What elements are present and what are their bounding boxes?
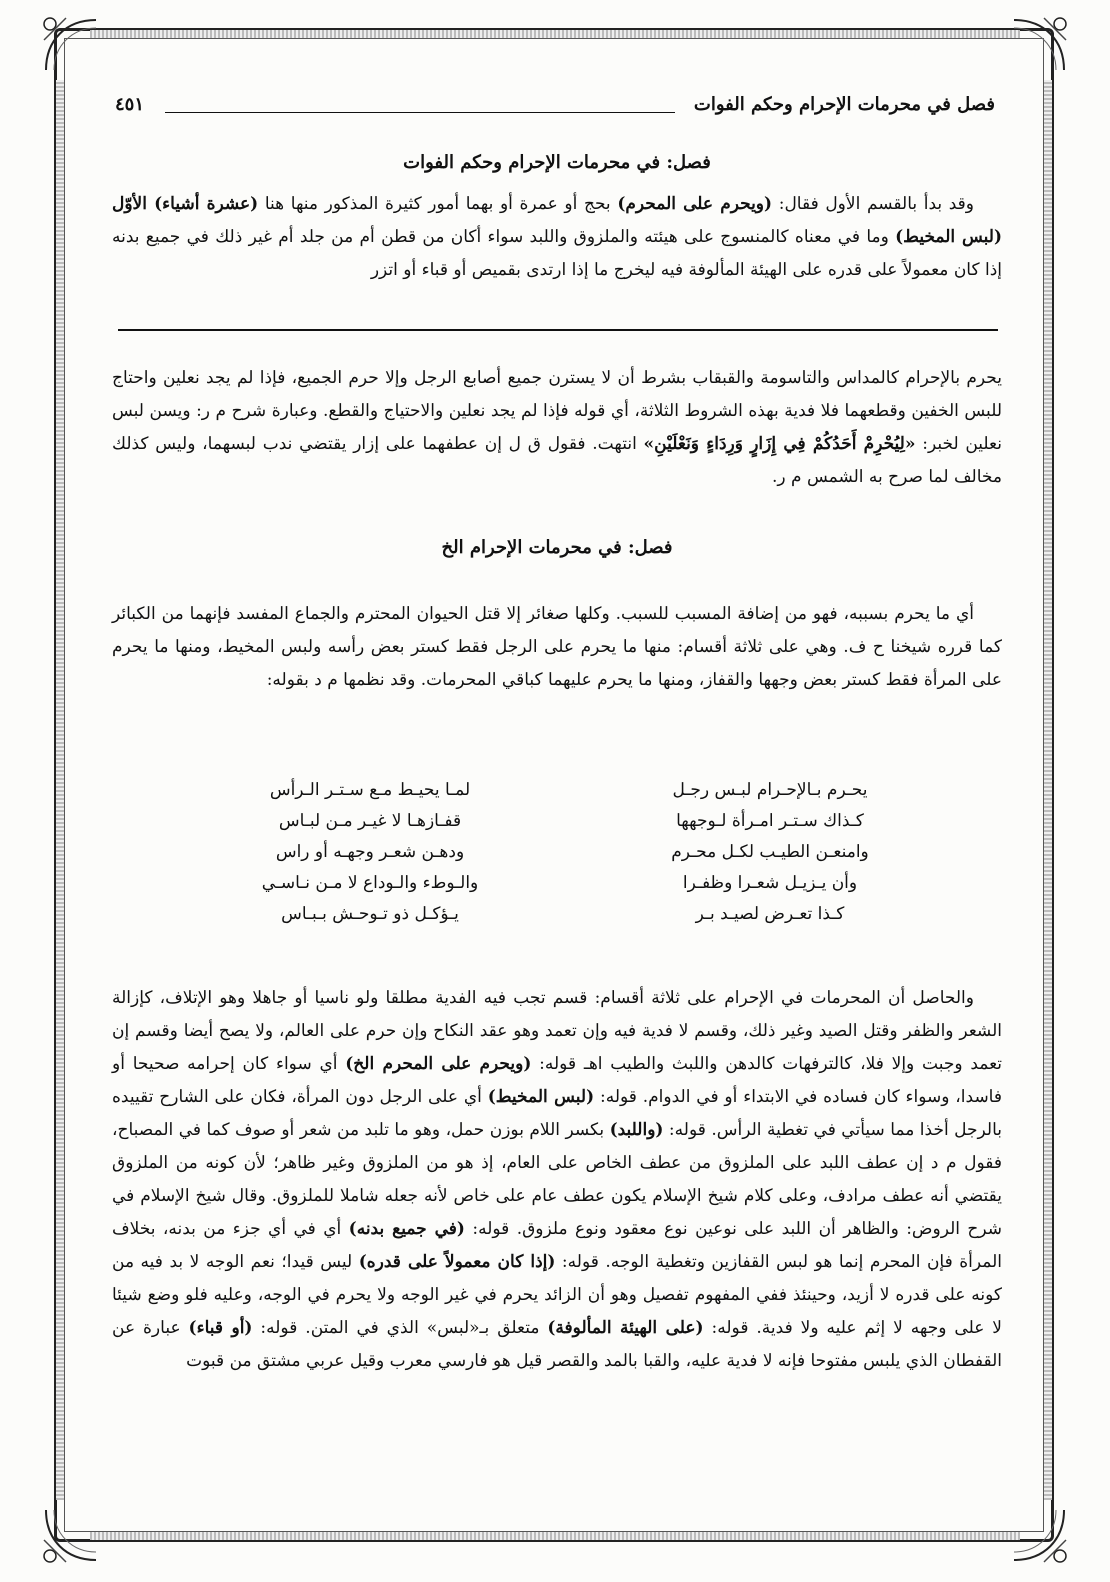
verse-hemistich-right: يحـرم بـالإحـرام لبـس رجـل (672, 780, 868, 800)
verse-hemistich-left: يـؤكـل ذو تـوحـش بـبـاس (281, 904, 459, 924)
text-run: يحرم بالإحرام كالمداس والتاسومة والقبقاب بشرط أن لا يسترن جميع أصابع الرجل وإلا حرم الجميع، فإذا لم يجد نعلين واحتاج للبس الخفين وقطعهما فلا فدية بهذه الشروط الثلاثة، أي قوله فإذا لم يجد نعلين والاحتياج والقطع. وعبارة شرح م ر: ويسن لبس نعلين لخبر: (112, 368, 1002, 454)
verse-hemistich-left: لمـا يحيـط مـع سـتـر الـرأس (269, 780, 471, 800)
matn-quote: (إذا كان معمولاً على قدره) (358, 1252, 556, 1272)
border-pattern-top (90, 30, 1020, 38)
border-pattern-bottom (90, 1532, 1020, 1540)
matn-quote: (في جميع بدنه) (348, 1219, 465, 1239)
text-run: أي على الرجل دون المرأة، فكان على الشارح تقييده بالرجل أخذا مما سيأتي في تغطية الرأس. قوله: (112, 1087, 1002, 1140)
poem-verse (200, 780, 940, 811)
corner-ornament-icon (36, 10, 106, 80)
poem (200, 780, 940, 935)
text-run: ليس قيدا؛ نعم الوجه لا بد فيه من كونه على قدره لا أزيد، وحينئذ ففي المفهوم تفصيل وهو أن الزائد يحرم في غير الوجه ولا يحرم في الوجه، وعليه فلو وضع شيئا لا على وجهه لا إثم عليه ولا فدية. قوله: (112, 1252, 1002, 1338)
commentary-paragraph (112, 982, 1002, 1378)
matn-quote: (ويحرم على المحرم الخ) (345, 1054, 532, 1074)
matn-quote: (ويحرم على المحرم) (617, 194, 773, 214)
verse-hemistich-left: ودهـن شعـر وجهـه أو راس (275, 842, 465, 862)
main-text-paragraph (112, 188, 1002, 287)
matn-quote: (لبس المخيط) (487, 1087, 595, 1107)
matn-quote: (على الهيئة المألوفة) (547, 1318, 704, 1338)
verse-hemistich-left: والـوطء والـوداع لا مـن نـاسـي (261, 873, 479, 893)
verse-hemistich-right: كـذاك سـتـر امـرأة لـوجهها (676, 811, 864, 831)
section-heading: فصل: في محرمات الإحرام وحكم الفوات (403, 152, 711, 173)
verse-hemistich-right: وأن يـزيـل شعـرا وظفـرا (682, 873, 858, 893)
verse-hemistich-right: كـذا تعـرض لصيـد بـر (695, 904, 845, 924)
text-run: متعلق بـ«لبس» الذي في المتن. قوله: (252, 1318, 548, 1338)
poem-verse (200, 873, 940, 904)
text-run: بحج أو عمرة أو بهما أمور كثيرة المذكور منها هنا (258, 194, 618, 214)
text-run: وما في معناه كالمنسوج على هيئته والملزوق واللبد سواء أكان من قطن أم من جلد أم غير ذلك في جميع بدنه إذا كان معمولاً على قدره على الهيئة المألوفة فيه ليخرج ما إذا ارتدى بقميص أو قباء أو اتزر (112, 227, 1002, 280)
text-run: وقد بدأ بالقسم الأول فقال: (772, 194, 975, 214)
hadith-quote: «لِيُحْرِمْ أَحَدُكُمْ فِي إِزَارٍ وَرِدَاءٍ وَنَعْلَيْنِ» (643, 434, 916, 454)
poem-verse (200, 811, 940, 842)
poem-verse (200, 904, 940, 935)
footnote-separator (118, 329, 998, 331)
text-run: أي في أي جزء من بدنه، بخلاف المرأة فإن المحرم إنما هو لبس القفازين وتغطية الوجه. قوله: (112, 1219, 1002, 1272)
running-header (115, 94, 995, 124)
matn-quote: (أو قباء) (188, 1318, 253, 1338)
text-run: بكسر اللام بوزن حمل، وهو ما تلبد من شعر أو صوف كما في المصباح، فقول م د إن عطف اللبد على الملزوق من عطف الخاص على العام، إذ هو من الملزوق وغير ظاهر؛ لأن كونه من الملزوق يقتضي أنه عطف مرادف، وعلى كلام شيخ الإسلام يكون عطف عام على خاص لأنه جعله شاملا للملزوق. وقال شيخ الإسلام في شرح الروض: والظاهر أن اللبد على نوعين نوع معقود ونوع ملزوق. قوله: (112, 1120, 1002, 1239)
verse-hemistich-right: وامنعـن الطيـب لكـل محـرم (671, 842, 869, 862)
border-pattern-right (1044, 80, 1052, 1500)
matn-quote: (عشرة أشياء) الأوّل (لبس المخيط) (112, 194, 1002, 247)
matn-quote: (واللبد) (609, 1120, 664, 1140)
commentary-paragraph: أي ما يحرم بسببه، فهو من إضافة المسبب للسبب. وكلها صغائر إلا قتل الحيوان المحترم والجماع المفسد فإنهما من الكبائر كما قرره شيخنا ح ف. وهي على ثلاثة أقسام: منها ما يحرم على الرجل فقط كستر بعض رأسه ولبس المخيط، ومنها ما يحرم على المرأة فقط كستر بعض وجهها والقفاز، ومنها ما يحرم عليهما كباقي المحرمات. وقد نظمها م د بقوله: (112, 604, 1002, 690)
corner-ornament-icon (1004, 1500, 1074, 1570)
commentary-paragraph (112, 362, 1002, 494)
verse-hemistich-left: قفـازهـا لا غيـر مـن لبـاس (278, 811, 462, 831)
text-run: عبارة عن القفطان الذي يلبس مفتوحا فإنه لا فدية عليه، والقبا بالمد والقصر قيل هو فارسي معرب وقيل عربي مشتق من قبوت (112, 1318, 1002, 1371)
poem-verse (200, 842, 940, 873)
border-pattern-left (56, 80, 64, 1500)
text-run: والحاصل أن المحرمات في الإحرام على ثلاثة أقسام: قسم تجب فيه الفدية مطلقا ولو ناسيا أو جاهلا وهو الإتلاف، كإزالة الشعر والظفر وقتل الصيد وغير ذلك، وقسم لا فدية فيه وإن تعمد وهو عقد النكاح وإن حرم على العالم، ولا يصح أيضا وقسم إن تعمد وجبت وإلا فلا، كالترفهات كالدهن واللبث والطيب اهـ قوله: (112, 988, 1002, 1074)
corner-ornament-icon (36, 1500, 106, 1570)
section-heading: فصل: في محرمات الإحرام الخ (441, 537, 673, 558)
header-rule (165, 112, 675, 113)
page-number: ٤٥١ (115, 94, 152, 115)
running-title: فصل في محرمات الإحرام وحكم الفوات (686, 94, 995, 115)
corner-ornament-icon (1004, 10, 1074, 80)
text-run: أي سواء كان إحرامه صحيحا أو فاسدا، وسواء كان فساده في الابتداء أو في الدوام. قوله: (112, 1054, 1002, 1107)
text-run: انتهت. فقول ق ل إن عطفهما على إزار يقتضي ندب لبسهما، وليس كذلك مخالف لما صرح به الشمس م ر. (112, 434, 1002, 487)
